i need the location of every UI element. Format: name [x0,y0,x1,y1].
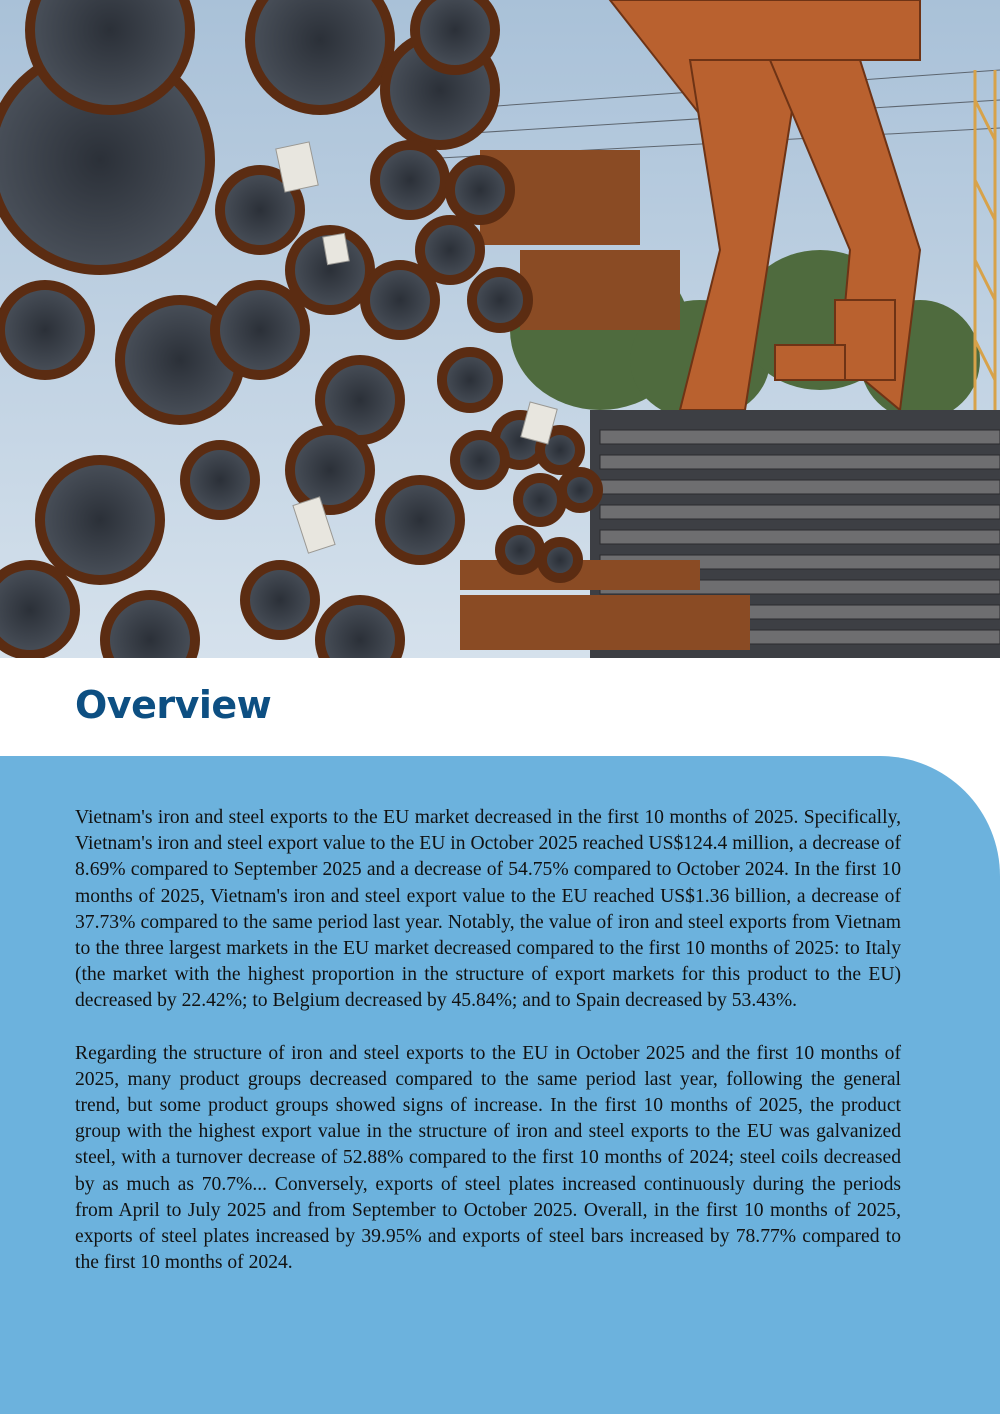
steel-pipes-crane-illustration [0,0,1000,658]
paragraph: Vietnam's iron and steel exports to the EU market decreased in the first 10 months of 2025. Specifically, Vietnam's iron and steel export value to the EU in October 2025 reached US$124.4 million, a decrease of 8.69% compared to September 2025 and a decrease of 54.75% compared to October 2024. In the first 10 months of 2025, Vietnam's iron and steel export value to the EU reached US$1.36 billion, a decrease of 37.73% compared to the same period last year. Notably, the value of iron and steel exports from Vietnam to the three largest markets in the EU market decreased compared to the first 10 months of 2025: to Italy (the market with the highest proportion in the structure of export markets for this product to the EU) decreased by 22.42%; to Belgium decreased by 45.84%; and to Spain decreased by 53.43%. [75,807,901,1012]
hero-photo [0,0,1000,658]
body-text [75,805,901,1276]
section-title: Overview [75,683,272,727]
paragraph: Regarding the structure of iron and steel exports to the EU in October 2025 and the first 10 months of 2025, many product groups decreased compared to the same period last year, following the general trend, but some product groups showed signs of increase. In the first 10 months of 2025, the product group with the highest export value in the structure of iron and steel exports to the EU was galvanized steel, with a turnover decrease of 52.88% compared to the first 10 months of 2024; steel coils decreased by as much as 70.7%... Conversely, exports of steel plates increased continuously during the periods from April to July 2025 and from September to October 2025. Overall, in the first 10 months of 2025, exports of steel plates increased by 39.95% and exports of steel bars increased by 78.77% compared to the first 10 months of 2024. [75,1042,901,1274]
